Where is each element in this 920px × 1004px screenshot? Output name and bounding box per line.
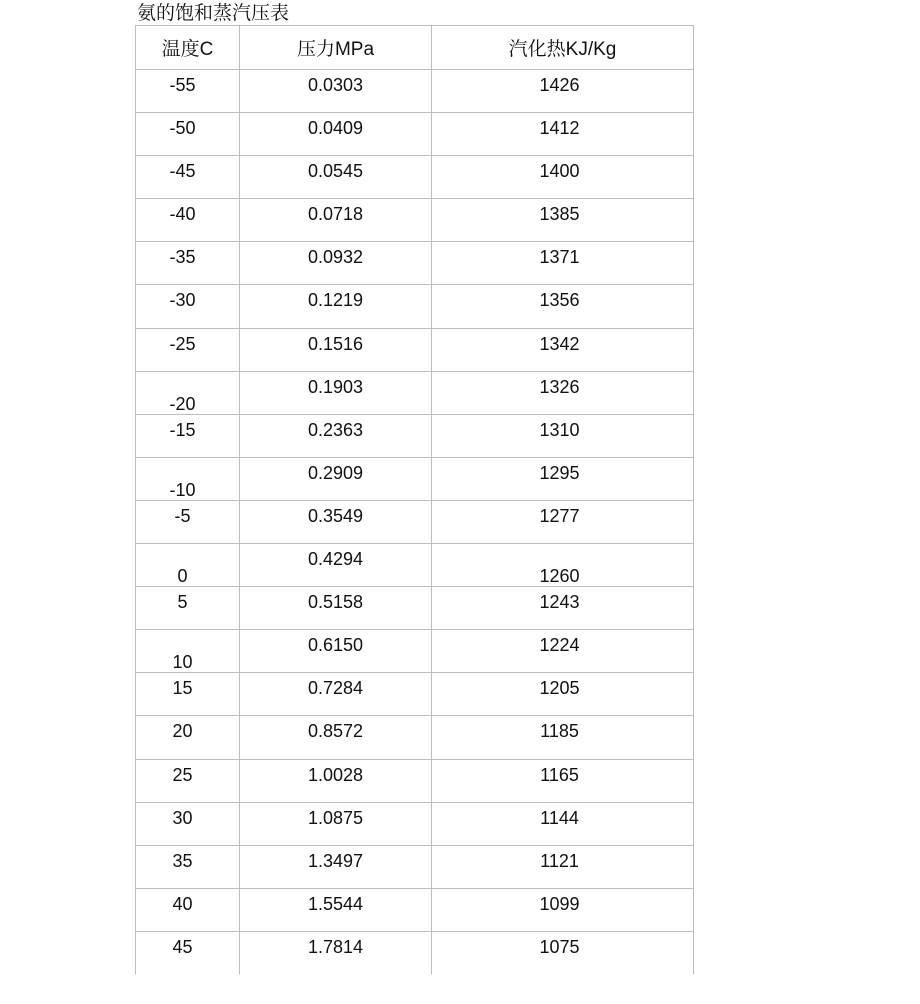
cell-pressure-value: 0.0718 bbox=[307, 204, 364, 225]
cell-temperature-value: 0 bbox=[177, 566, 188, 587]
cell-temperature bbox=[136, 587, 240, 630]
cell-temperature-value: -30 bbox=[169, 290, 196, 311]
header-pressure: 压力MPa bbox=[240, 26, 432, 70]
cell-temperature bbox=[136, 888, 240, 931]
cell-temperature-value: -45 bbox=[169, 161, 196, 182]
cell-pressure bbox=[240, 802, 432, 845]
cell-temperature-value: -20 bbox=[169, 393, 196, 414]
cell-latent-heat-value: 1224 bbox=[539, 635, 580, 656]
cell-temperature-value: -5 bbox=[174, 505, 191, 526]
cell-temperature bbox=[136, 371, 240, 414]
cell-latent-heat bbox=[432, 414, 694, 457]
cell-pressure bbox=[240, 716, 432, 759]
table-row bbox=[136, 199, 694, 242]
cell-pressure bbox=[240, 70, 432, 113]
cell-latent-heat bbox=[432, 328, 694, 371]
cell-pressure-value: 0.2909 bbox=[307, 462, 364, 483]
cell-temperature-value: 35 bbox=[172, 850, 193, 871]
table-row bbox=[136, 931, 694, 974]
cell-latent-heat-value: 1260 bbox=[539, 566, 580, 587]
cell-pressure bbox=[240, 845, 432, 888]
table-row bbox=[136, 371, 694, 414]
cell-temperature-value: -15 bbox=[169, 419, 196, 440]
cell-temperature-value: 25 bbox=[172, 764, 193, 785]
cell-pressure bbox=[240, 328, 432, 371]
cell-temperature bbox=[136, 199, 240, 242]
cell-latent-heat-value: 1371 bbox=[539, 247, 580, 268]
cell-latent-heat-value: 1099 bbox=[539, 893, 580, 914]
cell-pressure bbox=[240, 673, 432, 716]
table-row bbox=[136, 70, 694, 113]
cell-latent-heat bbox=[432, 587, 694, 630]
cell-temperature bbox=[136, 242, 240, 285]
cell-pressure-value: 0.0932 bbox=[307, 247, 364, 268]
cell-pressure bbox=[240, 414, 432, 457]
cell-temperature-value: -10 bbox=[169, 479, 196, 500]
header-latent-heat: 汽化热KJ/Kg bbox=[432, 26, 694, 70]
cell-latent-heat bbox=[432, 285, 694, 328]
cell-pressure-value: 0.4294 bbox=[307, 549, 364, 570]
cell-latent-heat bbox=[432, 845, 694, 888]
cell-latent-heat bbox=[432, 544, 694, 587]
cell-pressure bbox=[240, 285, 432, 328]
cell-temperature bbox=[136, 113, 240, 156]
cell-pressure-value: 1.0875 bbox=[307, 807, 364, 828]
cell-pressure-value: 1.0028 bbox=[307, 764, 364, 785]
table-row bbox=[136, 759, 694, 802]
cell-latent-heat bbox=[432, 630, 694, 673]
cell-latent-heat-value: 1205 bbox=[539, 678, 580, 699]
cell-pressure bbox=[240, 888, 432, 931]
table-row bbox=[136, 673, 694, 716]
cell-pressure-value: 0.2363 bbox=[307, 419, 364, 440]
cell-latent-heat-value: 1243 bbox=[539, 592, 580, 613]
table-row bbox=[136, 630, 694, 673]
table-row bbox=[136, 845, 694, 888]
cell-temperature bbox=[136, 802, 240, 845]
cell-latent-heat bbox=[432, 457, 694, 500]
cell-latent-heat-value: 1144 bbox=[540, 807, 579, 828]
cell-pressure-value: 0.7284 bbox=[307, 678, 364, 699]
cell-temperature bbox=[136, 156, 240, 199]
table-row bbox=[136, 328, 694, 371]
ammonia-saturation-table bbox=[135, 25, 694, 974]
cell-latent-heat bbox=[432, 716, 694, 759]
cell-latent-heat bbox=[432, 113, 694, 156]
document-title: 氨的饱和蒸汽压表 bbox=[137, 3, 290, 24]
cell-temperature-value: -40 bbox=[169, 204, 196, 225]
cell-latent-heat-value: 1326 bbox=[539, 376, 580, 397]
cell-latent-heat-value: 1385 bbox=[539, 204, 580, 225]
cell-latent-heat bbox=[432, 759, 694, 802]
cell-latent-heat-value: 1295 bbox=[539, 462, 580, 483]
cell-latent-heat-value: 1185 bbox=[540, 721, 579, 742]
cell-latent-heat bbox=[432, 371, 694, 414]
header-temperature: 温度C bbox=[136, 26, 240, 70]
cell-temperature-value: -35 bbox=[169, 247, 196, 268]
table-row bbox=[136, 544, 694, 587]
cell-temperature bbox=[136, 759, 240, 802]
cell-latent-heat-value: 1121 bbox=[540, 850, 579, 871]
cell-temperature-value: 15 bbox=[172, 678, 193, 699]
cell-temperature bbox=[136, 716, 240, 759]
cell-temperature bbox=[136, 845, 240, 888]
cell-pressure-value: 0.1516 bbox=[307, 333, 364, 354]
cell-temperature bbox=[136, 500, 240, 543]
table-body bbox=[136, 70, 694, 974]
cell-temperature bbox=[136, 931, 240, 974]
cell-latent-heat bbox=[432, 931, 694, 974]
cell-pressure-value: 1.7814 bbox=[307, 936, 364, 957]
cell-pressure bbox=[240, 587, 432, 630]
cell-latent-heat-value: 1165 bbox=[540, 764, 579, 785]
cell-temperature bbox=[136, 70, 240, 113]
cell-pressure bbox=[240, 199, 432, 242]
table-row bbox=[136, 802, 694, 845]
cell-latent-heat-value: 1277 bbox=[539, 505, 580, 526]
cell-temperature bbox=[136, 544, 240, 587]
cell-temperature-value: 10 bbox=[172, 652, 193, 673]
table-row bbox=[136, 414, 694, 457]
cell-latent-heat bbox=[432, 199, 694, 242]
cell-latent-heat bbox=[432, 673, 694, 716]
cell-temperature bbox=[136, 457, 240, 500]
cell-pressure bbox=[240, 371, 432, 414]
cell-latent-heat bbox=[432, 70, 694, 113]
cell-latent-heat-value: 1075 bbox=[539, 936, 580, 957]
cell-pressure-value: 0.0409 bbox=[307, 118, 364, 139]
cell-temperature bbox=[136, 673, 240, 716]
cell-temperature bbox=[136, 630, 240, 673]
cell-latent-heat bbox=[432, 156, 694, 199]
cell-pressure bbox=[240, 156, 432, 199]
table-row bbox=[136, 113, 694, 156]
cell-temperature-value: -25 bbox=[169, 333, 196, 354]
table-row bbox=[136, 457, 694, 500]
table-row bbox=[136, 156, 694, 199]
cell-pressure-value: 0.8572 bbox=[307, 721, 364, 742]
table-row bbox=[136, 285, 694, 328]
cell-pressure-value: 0.6150 bbox=[307, 635, 364, 656]
cell-temperature bbox=[136, 328, 240, 371]
cell-temperature-value: 20 bbox=[172, 721, 193, 742]
cell-pressure bbox=[240, 242, 432, 285]
table-header-row bbox=[136, 26, 694, 70]
cell-latent-heat bbox=[432, 242, 694, 285]
cell-pressure-value: 0.0545 bbox=[307, 161, 364, 182]
table-row bbox=[136, 888, 694, 931]
table-row bbox=[136, 242, 694, 285]
cell-temperature bbox=[136, 414, 240, 457]
table-row bbox=[136, 716, 694, 759]
cell-temperature bbox=[136, 285, 240, 328]
cell-latent-heat bbox=[432, 888, 694, 931]
cell-pressure bbox=[240, 457, 432, 500]
cell-latent-heat-value: 1342 bbox=[539, 333, 580, 354]
cell-pressure bbox=[240, 544, 432, 587]
cell-temperature-value: 30 bbox=[172, 807, 193, 828]
cell-latent-heat-value: 1310 bbox=[539, 419, 580, 440]
cell-latent-heat-value: 1356 bbox=[539, 290, 580, 311]
cell-temperature-value: -55 bbox=[169, 75, 196, 95]
cell-temperature-value: 45 bbox=[172, 936, 193, 957]
cell-latent-heat bbox=[432, 802, 694, 845]
cell-pressure bbox=[240, 113, 432, 156]
table-row bbox=[136, 587, 694, 630]
cell-pressure bbox=[240, 931, 432, 974]
cell-pressure-value: 0.1219 bbox=[307, 290, 364, 311]
cell-latent-heat-value: 1400 bbox=[539, 161, 580, 182]
cell-temperature-value: 5 bbox=[177, 592, 188, 613]
cell-pressure-value: 0.0303 bbox=[307, 75, 364, 95]
cell-temperature-value: -50 bbox=[169, 118, 196, 139]
cell-pressure bbox=[240, 630, 432, 673]
cell-pressure-value: 1.3497 bbox=[307, 850, 364, 871]
cell-pressure-value: 0.5158 bbox=[307, 592, 364, 613]
cell-temperature-value: 40 bbox=[172, 893, 193, 914]
cell-latent-heat bbox=[432, 500, 694, 543]
cell-latent-heat-value: 1426 bbox=[539, 75, 580, 95]
cell-pressure-value: 0.3549 bbox=[307, 505, 364, 526]
cell-pressure bbox=[240, 759, 432, 802]
cell-latent-heat-value: 1412 bbox=[539, 118, 580, 139]
cell-pressure bbox=[240, 500, 432, 543]
cell-pressure-value: 0.1903 bbox=[307, 376, 364, 397]
table-row bbox=[136, 500, 694, 543]
cell-pressure-value: 1.5544 bbox=[307, 893, 364, 914]
